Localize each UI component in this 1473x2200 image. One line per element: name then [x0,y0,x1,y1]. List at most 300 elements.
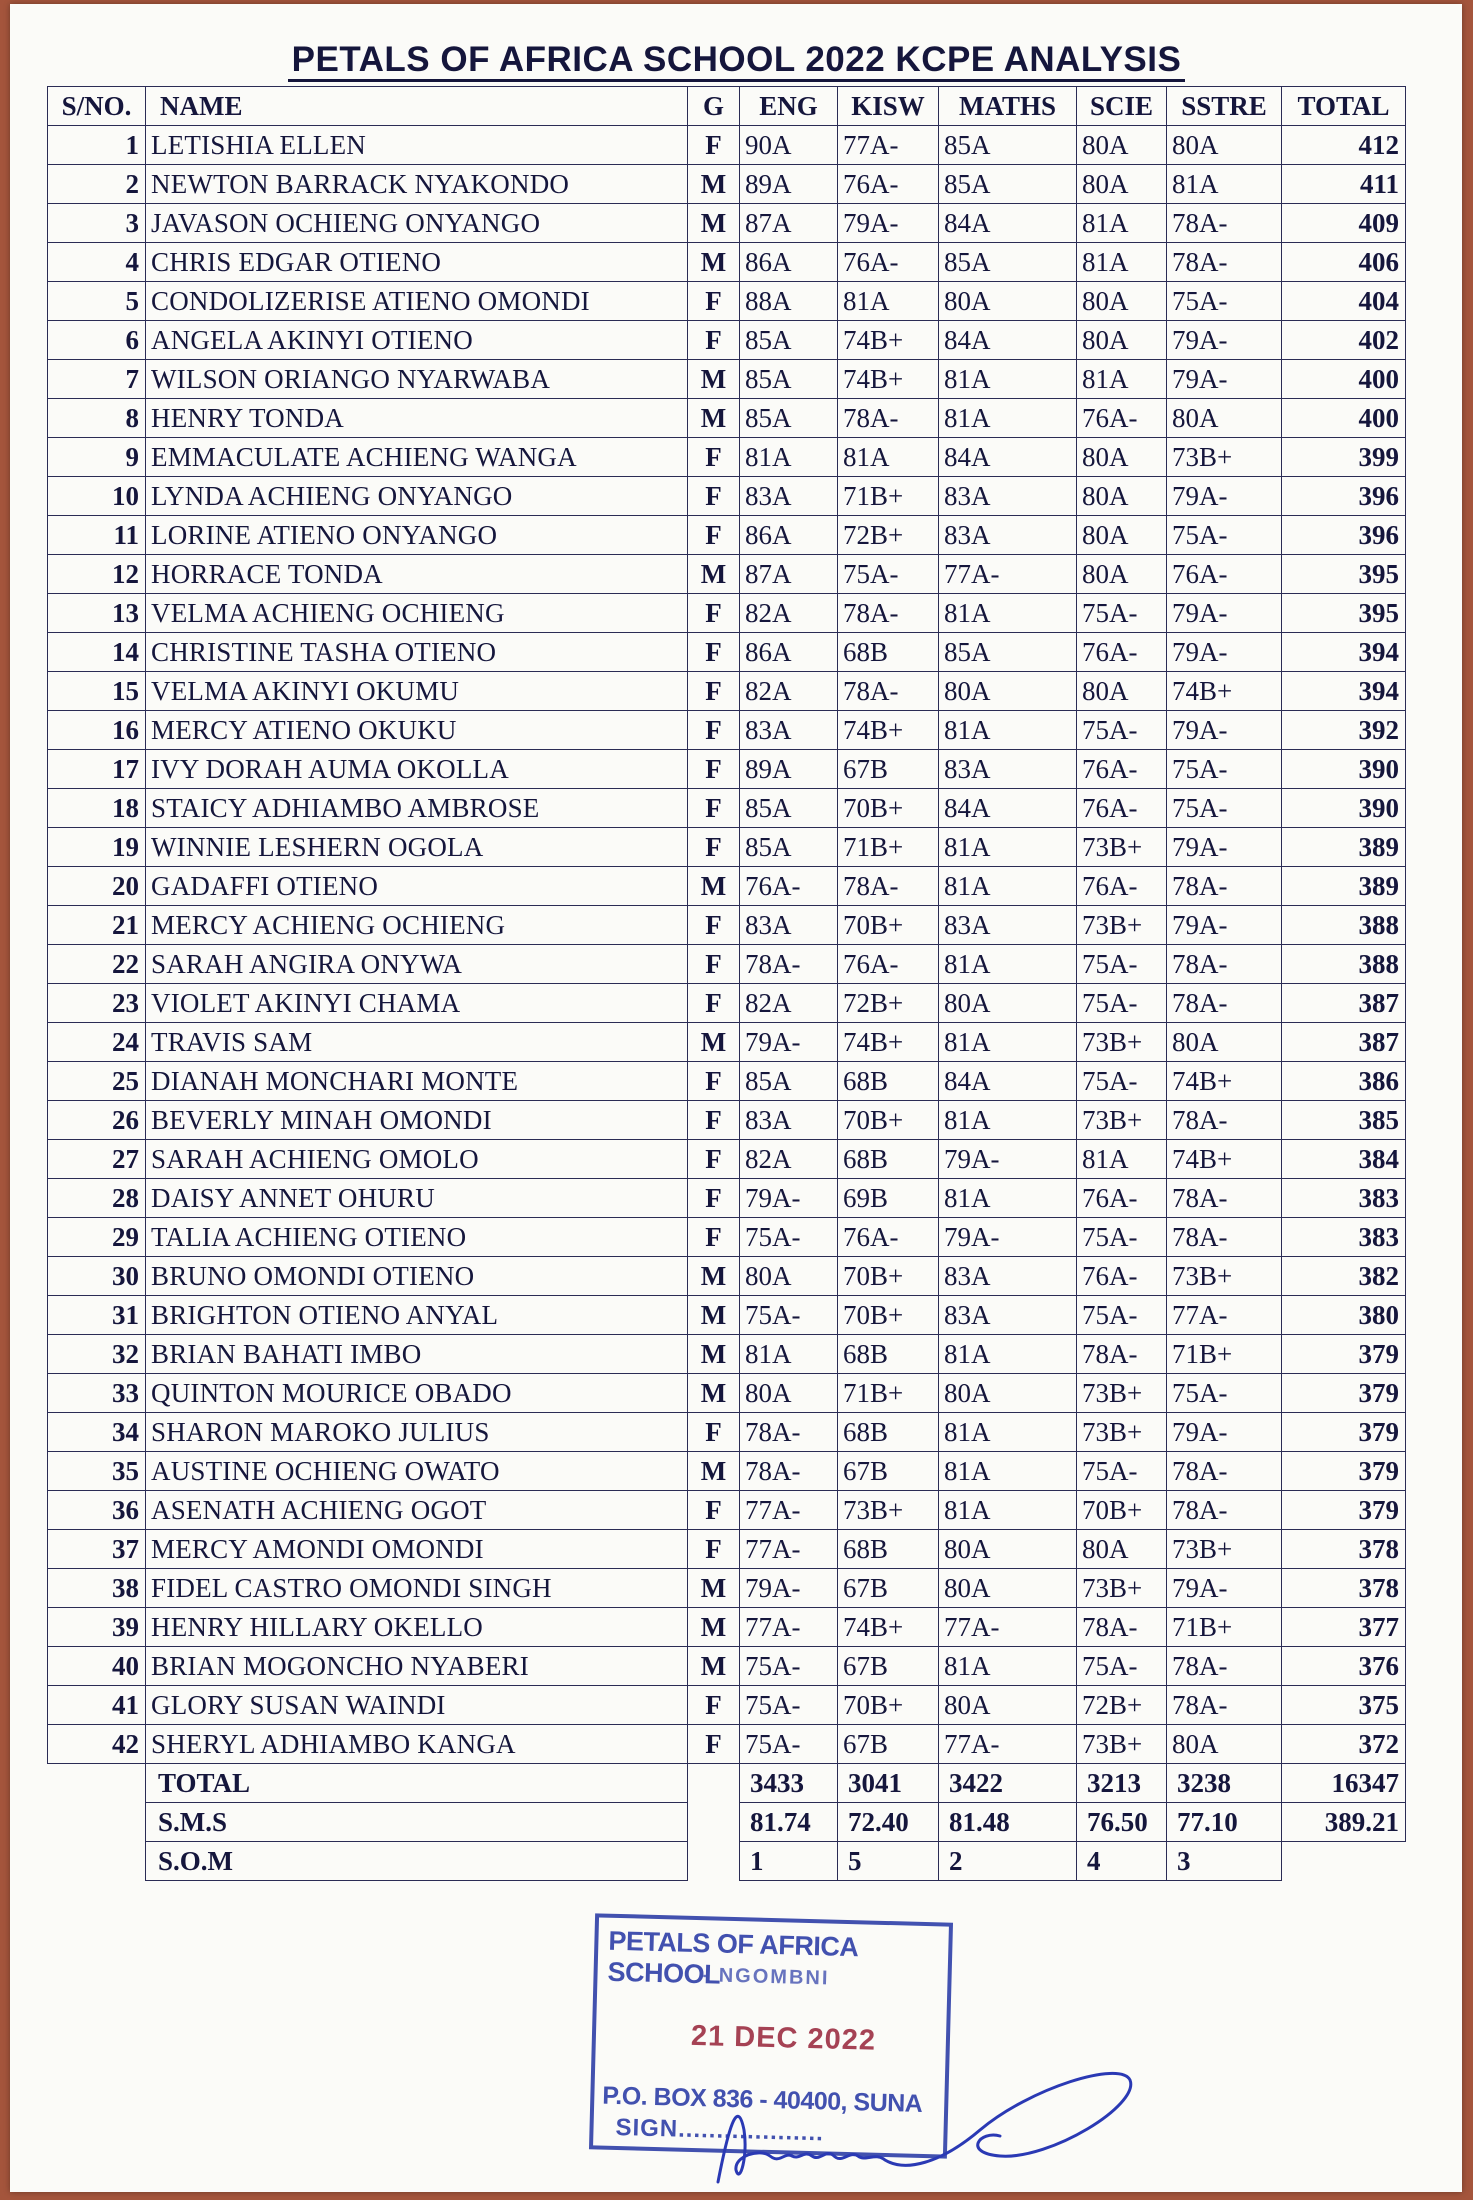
cell-gender: F [688,672,740,711]
table-row [48,243,1406,282]
cell-kisw: 74B+ [838,1608,939,1647]
cell-sstre: 80A [1167,1725,1282,1764]
table-row [48,1023,1406,1062]
cell-sno: 21 [48,906,146,945]
cell-sno: 5 [48,282,146,321]
table-row [48,1257,1406,1296]
cell-sno: 42 [48,1725,146,1764]
cell-sno: 34 [48,1413,146,1452]
table-row [48,711,1406,750]
cell-sno: 39 [48,1608,146,1647]
cell-total: 396 [1282,477,1406,516]
cell-sstre: 77A- [1167,1296,1282,1335]
cell-kisw: 71B+ [838,1374,939,1413]
summary-value: 4 [1077,1842,1167,1881]
cell-sstre: 73B+ [1167,1530,1282,1569]
cell-eng: 77A- [740,1491,838,1530]
cell-maths: 80A [939,1569,1077,1608]
table-row [48,867,1406,906]
table-row [48,906,1406,945]
cell-scie: 78A- [1077,1608,1167,1647]
cell-sno: 16 [48,711,146,750]
header-scie: SCIE [1077,87,1167,126]
cell-sstre: 78A- [1167,1686,1282,1725]
cell-eng: 83A [740,906,838,945]
cell-kisw: 74B+ [838,711,939,750]
summary-row [48,1842,1406,1881]
cell-total: 394 [1282,633,1406,672]
cell-total: 379 [1282,1452,1406,1491]
table-row [48,1062,1406,1101]
cell-eng: 85A [740,321,838,360]
cell-sstre: 75A- [1167,516,1282,555]
cell-eng: 82A [740,984,838,1023]
cell-name: BRUNO OMONDI OTIENO [146,1257,688,1296]
cell-sno: 28 [48,1179,146,1218]
cell-name: HORRACE TONDA [146,555,688,594]
cell-eng: 87A [740,555,838,594]
cell-scie: 75A- [1077,1296,1167,1335]
table-row [48,204,1406,243]
cell-sstre: 78A- [1167,243,1282,282]
cell-kisw: 78A- [838,867,939,906]
table-row [48,1413,1406,1452]
cell-maths: 84A [939,789,1077,828]
cell-sstre: 79A- [1167,633,1282,672]
cell-eng: 89A [740,750,838,789]
cell-scie: 75A- [1077,945,1167,984]
table-row [48,1335,1406,1374]
cell-maths: 83A [939,477,1077,516]
cell-sstre: 80A [1167,399,1282,438]
cell-scie: 75A- [1077,594,1167,633]
table-row [48,1218,1406,1257]
summary-value: 3213 [1077,1764,1167,1803]
cell-sno: 12 [48,555,146,594]
cell-scie: 73B+ [1077,1374,1167,1413]
cell-eng: 85A [740,360,838,399]
stamp-date: 21 DEC 2022 [690,2019,877,2057]
cell-sstre: 73B+ [1167,1257,1282,1296]
cell-sno: 33 [48,1374,146,1413]
cell-scie: 76A- [1077,1179,1167,1218]
summary-value: 3 [1167,1842,1282,1881]
cell-total: 390 [1282,789,1406,828]
cell-total: 387 [1282,984,1406,1023]
cell-scie: 75A- [1077,984,1167,1023]
cell-scie: 80A [1077,321,1167,360]
summary-row [48,1803,1406,1842]
summary-value: 1 [740,1842,838,1881]
cell-name: SARAH ANGIRA ONYWA [146,945,688,984]
cell-eng: 78A- [740,945,838,984]
cell-eng: 90A [740,126,838,165]
summary-value: 77.10 [1167,1803,1282,1842]
cell-maths: 79A- [939,1218,1077,1257]
cell-name: QUINTON MOURICE OBADO [146,1374,688,1413]
cell-scie: 76A- [1077,789,1167,828]
cell-gender: F [688,438,740,477]
table-row [48,165,1406,204]
cell-total: 378 [1282,1530,1406,1569]
cell-kisw: 70B+ [838,1101,939,1140]
cell-kisw: 70B+ [838,1257,939,1296]
cell-maths: 79A- [939,1140,1077,1179]
cell-sstre: 78A- [1167,1647,1282,1686]
cell-maths: 81A [939,1179,1077,1218]
summary-spacer [48,1842,146,1881]
stamp-address: P.O. BOX 836 - 40400, SUNA [602,2081,923,2118]
cell-name: DAISY ANNET OHURU [146,1179,688,1218]
cell-name: WILSON ORIANGO NYARWABA [146,360,688,399]
cell-kisw: 70B+ [838,1686,939,1725]
cell-maths: 81A [939,360,1077,399]
cell-kisw: 67B [838,1569,939,1608]
cell-total: 383 [1282,1179,1406,1218]
cell-total: 409 [1282,204,1406,243]
cell-gender: F [688,1413,740,1452]
cell-total: 388 [1282,906,1406,945]
cell-total: 400 [1282,399,1406,438]
cell-name: HENRY HILLARY OKELLO [146,1608,688,1647]
cell-name: WINNIE LESHERN OGOLA [146,828,688,867]
table-row [48,633,1406,672]
cell-sno: 25 [48,1062,146,1101]
table-row [48,516,1406,555]
table-row [48,945,1406,984]
cell-kisw: 67B [838,1452,939,1491]
summary-value: 81.74 [740,1803,838,1842]
cell-sstre: 79A- [1167,828,1282,867]
cell-total: 390 [1282,750,1406,789]
cell-scie: 70B+ [1077,1491,1167,1530]
cell-kisw: 68B [838,633,939,672]
cell-sstre: 78A- [1167,984,1282,1023]
cell-maths: 84A [939,1062,1077,1101]
cell-sstre: 79A- [1167,1569,1282,1608]
cell-eng: 79A- [740,1023,838,1062]
cell-sno: 1 [48,126,146,165]
header-kisw: KISW [838,87,939,126]
cell-total: 379 [1282,1374,1406,1413]
cell-total: 404 [1282,282,1406,321]
cell-sstre: 78A- [1167,1101,1282,1140]
cell-gender: F [688,1101,740,1140]
cell-sstre: 74B+ [1167,1140,1282,1179]
cell-kisw: 75A- [838,555,939,594]
stamp-sign-line: SIGN................... [615,2113,825,2147]
cell-eng: 78A- [740,1413,838,1452]
cell-gender: F [688,1725,740,1764]
cell-gender: F [688,828,740,867]
cell-scie: 80A [1077,1530,1167,1569]
header-sno: S/NO. [48,87,146,126]
cell-total: 375 [1282,1686,1406,1725]
cell-maths: 80A [939,1530,1077,1569]
cell-name: BRIGHTON OTIENO ANYAL [146,1296,688,1335]
cell-gender: F [688,1140,740,1179]
cell-eng: 76A- [740,867,838,906]
cell-kisw: 68B [838,1335,939,1374]
cell-scie: 73B+ [1077,1413,1167,1452]
cell-eng: 75A- [740,1296,838,1335]
table-row [48,438,1406,477]
cell-kisw: 71B+ [838,828,939,867]
cell-total: 387 [1282,1023,1406,1062]
cell-gender: F [688,321,740,360]
handwritten-signature [700,2060,1220,2200]
cell-gender: M [688,243,740,282]
cell-scie: 76A- [1077,750,1167,789]
cell-kisw: 73B+ [838,1491,939,1530]
table-row [48,321,1406,360]
cell-eng: 77A- [740,1608,838,1647]
cell-eng: 83A [740,711,838,750]
cell-sstre: 75A- [1167,750,1282,789]
cell-scie: 75A- [1077,1452,1167,1491]
summary-value: 81.48 [939,1803,1077,1842]
cell-maths: 83A [939,1296,1077,1335]
summary-label: S.O.M [146,1842,688,1881]
cell-total: 395 [1282,555,1406,594]
cell-kisw: 78A- [838,399,939,438]
cell-total: 378 [1282,1569,1406,1608]
cell-sstre: 74B+ [1167,1062,1282,1101]
cell-name: GADAFFI OTIENO [146,867,688,906]
summary-gender-blank [688,1842,740,1881]
cell-total: 396 [1282,516,1406,555]
cell-kisw: 70B+ [838,789,939,828]
cell-sno: 24 [48,1023,146,1062]
cell-maths: 80A [939,1374,1077,1413]
cell-name: BRIAN BAHATI IMBO [146,1335,688,1374]
table-row [48,1725,1406,1764]
cell-name: CHRISTINE TASHA OTIENO [146,633,688,672]
cell-name: SHERYL ADHIAMBO KANGA [146,1725,688,1764]
cell-total: 389 [1282,867,1406,906]
table-row [48,1569,1406,1608]
cell-sno: 19 [48,828,146,867]
table-row [48,1179,1406,1218]
cell-gender: M [688,867,740,906]
cell-scie: 76A- [1077,867,1167,906]
cell-eng: 86A [740,633,838,672]
cell-name: FIDEL CASTRO OMONDI SINGH [146,1569,688,1608]
cell-total: 388 [1282,945,1406,984]
cell-sno: 38 [48,1569,146,1608]
cell-kisw: 78A- [838,672,939,711]
cell-eng: 89A [740,165,838,204]
cell-name: MERCY ATIENO OKUKU [146,711,688,750]
cell-sstre: 79A- [1167,1413,1282,1452]
cell-maths: 83A [939,516,1077,555]
cell-maths: 81A [939,1452,1077,1491]
header-maths: MATHS [939,87,1077,126]
cell-scie: 80A [1077,282,1167,321]
cell-maths: 80A [939,984,1077,1023]
cell-name: CHRIS EDGAR OTIENO [146,243,688,282]
cell-maths: 83A [939,1257,1077,1296]
cell-scie: 81A [1077,204,1167,243]
cell-eng: 82A [740,1140,838,1179]
cell-sstre: 78A- [1167,1491,1282,1530]
cell-name: LETISHIA ELLEN [146,126,688,165]
cell-gender: F [688,516,740,555]
cell-scie: 80A [1077,477,1167,516]
cell-sstre: 78A- [1167,945,1282,984]
cell-kisw: 78A- [838,594,939,633]
cell-sno: 3 [48,204,146,243]
table-row [48,555,1406,594]
cell-gender: F [688,1218,740,1257]
cell-scie: 75A- [1077,1218,1167,1257]
cell-kisw: 69B [838,1179,939,1218]
summary-value: 3238 [1167,1764,1282,1803]
cell-sstre: 79A- [1167,906,1282,945]
cell-eng: 79A- [740,1569,838,1608]
cell-sstre: 81A [1167,165,1282,204]
cell-sstre: 76A- [1167,555,1282,594]
cell-kisw: 76A- [838,945,939,984]
cell-total: 372 [1282,1725,1406,1764]
cell-gender: M [688,1023,740,1062]
summary-spacer [48,1803,146,1842]
cell-sstre: 71B+ [1167,1335,1282,1374]
cell-eng: 81A [740,1335,838,1374]
cell-total: 402 [1282,321,1406,360]
cell-scie: 72B+ [1077,1686,1167,1725]
stamp-location: - NGOMBNI [702,1964,830,1990]
cell-gender: F [688,282,740,321]
cell-scie: 80A [1077,165,1167,204]
cell-name: CONDOLIZERISE ATIENO OMONDI [146,282,688,321]
table-row [48,594,1406,633]
cell-sstre: 73B+ [1167,438,1282,477]
cell-name: ANGELA AKINYI OTIENO [146,321,688,360]
header-total: TOTAL [1282,87,1406,126]
cell-sstre: 75A- [1167,1374,1282,1413]
cell-name: JAVASON OCHIENG ONYANGO [146,204,688,243]
cell-total: 412 [1282,126,1406,165]
cell-total: 379 [1282,1491,1406,1530]
header-eng: ENG [740,87,838,126]
cell-sno: 36 [48,1491,146,1530]
cell-kisw: 68B [838,1062,939,1101]
cell-sno: 37 [48,1530,146,1569]
cell-maths: 81A [939,1101,1077,1140]
cell-total: 383 [1282,1218,1406,1257]
cell-sstre: 75A- [1167,789,1282,828]
cell-name: SARAH ACHIENG OMOLO [146,1140,688,1179]
cell-sstre: 79A- [1167,594,1282,633]
cell-maths: 81A [939,828,1077,867]
cell-eng: 87A [740,204,838,243]
header-sstre: SSTRE [1167,87,1282,126]
cell-scie: 81A [1077,243,1167,282]
cell-sno: 14 [48,633,146,672]
table-row [48,750,1406,789]
cell-total: 376 [1282,1647,1406,1686]
summary-label: S.M.S [146,1803,688,1842]
cell-maths: 85A [939,165,1077,204]
cell-kisw: 76A- [838,1218,939,1257]
cell-sno: 20 [48,867,146,906]
table-row [48,672,1406,711]
cell-maths: 77A- [939,1725,1077,1764]
cell-gender: M [688,1452,740,1491]
table-row [48,789,1406,828]
cell-maths: 85A [939,633,1077,672]
cell-sno: 27 [48,1140,146,1179]
cell-scie: 73B+ [1077,1569,1167,1608]
cell-scie: 80A [1077,516,1167,555]
cell-sno: 40 [48,1647,146,1686]
cell-gender: F [688,984,740,1023]
cell-name: VELMA ACHIENG OCHIENG [146,594,688,633]
cell-maths: 83A [939,750,1077,789]
cell-eng: 85A [740,399,838,438]
cell-scie: 75A- [1077,1062,1167,1101]
cell-eng: 85A [740,828,838,867]
cell-gender: M [688,555,740,594]
cell-sno: 18 [48,789,146,828]
cell-sstre: 79A- [1167,477,1282,516]
cell-kisw: 74B+ [838,1023,939,1062]
cell-name: MERCY AMONDI OMONDI [146,1530,688,1569]
cell-scie: 73B+ [1077,1101,1167,1140]
cell-sno: 9 [48,438,146,477]
cell-kisw: 70B+ [838,1296,939,1335]
table-row [48,1452,1406,1491]
cell-maths: 85A [939,243,1077,282]
cell-eng: 86A [740,516,838,555]
cell-name: LORINE ATIENO ONYANGO [146,516,688,555]
cell-maths: 81A [939,711,1077,750]
cell-sstre: 78A- [1167,1452,1282,1491]
table-row [48,1374,1406,1413]
cell-total: 392 [1282,711,1406,750]
summary-value: 3041 [838,1764,939,1803]
cell-eng: 79A- [740,1179,838,1218]
cell-gender: M [688,1647,740,1686]
cell-eng: 82A [740,594,838,633]
cell-total: 400 [1282,360,1406,399]
cell-sno: 35 [48,1452,146,1491]
table-row [48,1296,1406,1335]
cell-total: 395 [1282,594,1406,633]
summary-gender-blank [688,1764,740,1803]
table-row [48,984,1406,1023]
table-row [48,126,1406,165]
cell-sno: 2 [48,165,146,204]
cell-sno: 17 [48,750,146,789]
cell-total: 384 [1282,1140,1406,1179]
cell-scie: 73B+ [1077,1725,1167,1764]
cell-sstre: 78A- [1167,867,1282,906]
cell-gender: F [688,1686,740,1725]
cell-kisw: 81A [838,282,939,321]
cell-maths: 81A [939,399,1077,438]
summary-gender-blank [688,1803,740,1842]
cell-sno: 23 [48,984,146,1023]
cell-eng: 75A- [740,1686,838,1725]
summary-label: TOTAL [146,1764,688,1803]
cell-gender: M [688,1335,740,1374]
cell-kisw: 76A- [838,165,939,204]
cell-eng: 82A [740,672,838,711]
header-row [48,87,1406,126]
cell-name: DIANAH MONCHARI MONTE [146,1062,688,1101]
